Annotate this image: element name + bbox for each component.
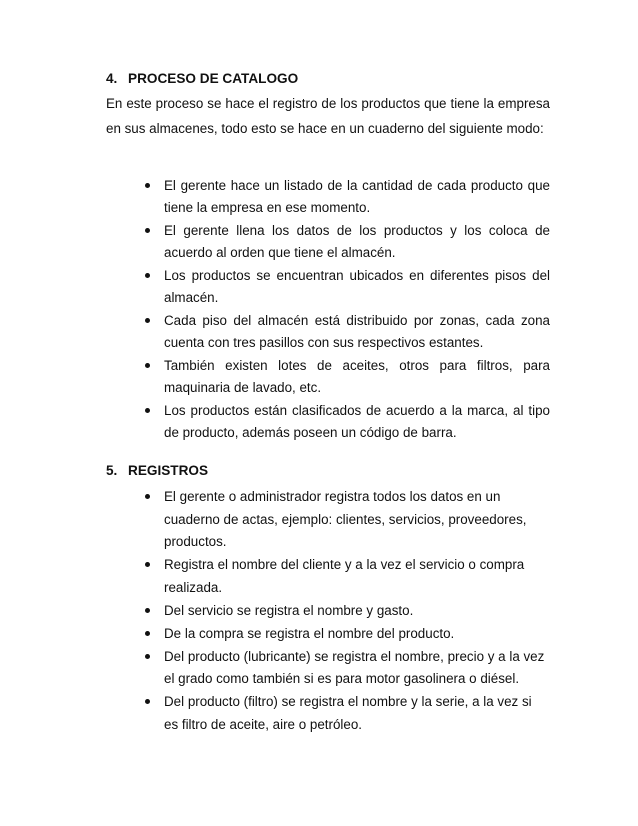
section-5-title: REGISTROS — [128, 463, 209, 478]
list-item — [0, 400, 550, 444]
list-item — [0, 220, 550, 264]
list-item-text: El gerente o administrador registra todos los datos en un cuaderno de actas, ejemplo: clientes, servicios, proveedores, productos. — [164, 489, 527, 549]
section-4-list — [0, 175, 550, 445]
list-item — [0, 265, 550, 309]
bullet-icon — [145, 273, 150, 278]
section-5-number: 5. — [106, 463, 118, 478]
list-item-text: De la compra se registra el nombre del producto. — [164, 625, 455, 641]
section-4-heading — [106, 70, 298, 88]
bullet-icon — [145, 363, 150, 368]
bullet-icon — [145, 408, 150, 413]
section-4-title: PROCESO DE CATALOGO — [128, 71, 299, 86]
list-item-text: Los productos se encuentran ubicados en diferentes pisos del almacén. — [164, 268, 550, 305]
section-4-intro: En este proceso se hace el registro de los productos que tiene la empresa en sus almacenes, todo esto se hace en un cuaderno del siguiente modo: — [106, 96, 550, 136]
list-item — [0, 355, 550, 399]
bullet-icon — [145, 699, 150, 704]
list-item-text: Del producto (filtro) se registra el nombre y la serie, a la vez si es filtro de aceite, aire o petróleo. — [164, 694, 532, 732]
section-5-list — [0, 486, 548, 737]
list-item — [0, 691, 548, 736]
list-item-text: Cada piso del almacén está distribuido por zonas, cada zona cuenta con tres pasillos con sus respectivos estantes. — [164, 313, 550, 350]
list-item-text: Del producto (lubricante) se registra el nombre, precio y a la vez el grado como también si es para motor gasolinera o diésel. — [164, 648, 545, 686]
list-item — [0, 486, 548, 554]
bullet-icon — [145, 183, 150, 188]
list-item — [0, 600, 548, 623]
section-5-heading — [106, 462, 208, 480]
list-item-text: El gerente llena los datos de los productos y los coloca de acuerdo al orden que tiene el almacén. — [164, 223, 550, 260]
list-item-text: Los productos están clasificados de acuerdo a la marca, al tipo de producto, además poseen un código de barra. — [164, 403, 550, 440]
list-item — [0, 175, 550, 219]
bullet-icon — [145, 562, 150, 567]
list-item-text: Del servicio se registra el nombre y gasto. — [164, 602, 414, 618]
section-4-number: 4. — [106, 71, 118, 86]
bullet-icon — [145, 318, 150, 323]
list-item — [0, 646, 548, 691]
list-item-text: Registra el nombre del cliente y a la vez el servicio o compra realizada. — [164, 557, 525, 595]
list-item — [0, 554, 548, 599]
bullet-icon — [145, 654, 150, 659]
list-item-text: También existen lotes de aceites, otros para filtros, para maquinaria de lavado, etc. — [164, 358, 550, 395]
list-item — [0, 310, 550, 354]
bullet-icon — [145, 494, 150, 499]
bullet-icon — [145, 228, 150, 233]
bullet-icon — [145, 631, 150, 636]
list-item — [0, 623, 548, 646]
bullet-icon — [145, 608, 150, 613]
list-item-text: El gerente hace un listado de la cantidad de cada producto que tiene la empresa en ese momento. — [164, 178, 550, 215]
